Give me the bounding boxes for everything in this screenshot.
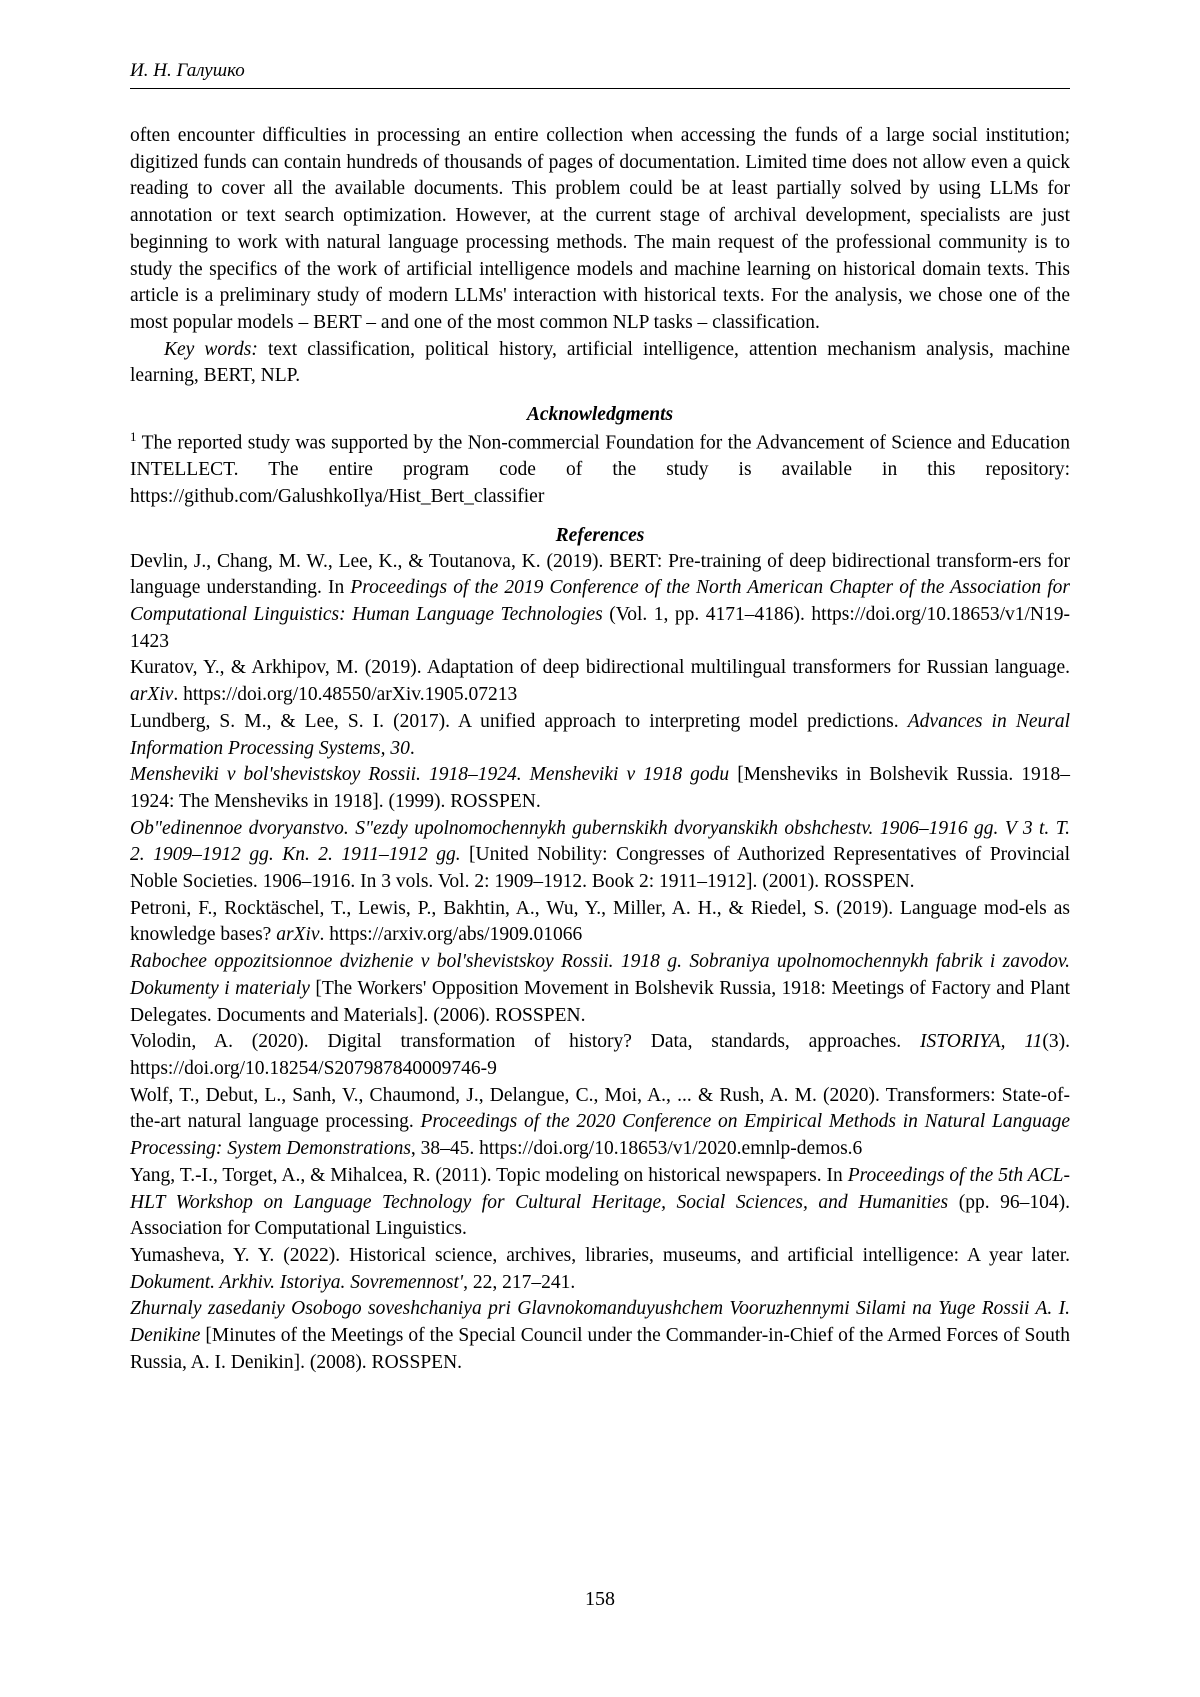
reference-item <box>130 762 1070 815</box>
reference-text: Devlin, J., Chang, M. W., Lee, K., & Toutanova, K. (2019). BERT: Pre-training of deep bidirectional transform-ers for language understanding. In <box>130 550 1070 599</box>
reference-text: [Mensheviks in Bolshevik Russia. 1918–1924: The Mensheviks in 1918]. (1999). ROSSPEN. <box>130 764 1071 812</box>
footnote-marker: 1 <box>130 429 137 445</box>
reference-text: Kuratov, Y., & Arkhipov, M. (2019). Adaptation of deep bidirectional multilingual transformers for Russian language. <box>130 657 1070 679</box>
reference-text: Wolf, T., Debut, L., Sanh, V., Chaumond, J., Delangue, C., Moi, A., ... & Rush, A. M. (2020). Transformers: State-of-the-art natural language processing. <box>130 1084 1070 1133</box>
reference-text: . https://doi.org/10.48550/arXiv.1905.07213 <box>173 684 518 706</box>
reference-title-italic: Mensheviki v bol'shevistskoy Rossii. 1918–1924. Mensheviki v 1918 godu <box>130 764 730 786</box>
reference-text: , 22, 217–241. <box>463 1271 576 1293</box>
reference-item <box>130 1296 1070 1376</box>
reference-text: Petroni, F., Rocktäschel, T., Lewis, P., Bakhtin, A., Wu, Y., Miller, A. H., & Riedel, S. (2019). Language mod-els as knowledge bases? <box>130 897 1070 946</box>
reference-text: , 38–45. https://doi.org/10.18653/v1/2020.emnlp-demos.6 <box>410 1138 863 1160</box>
running-head: И. Н. Галушко <box>130 60 245 81</box>
reference-text: Volodin, A. (2020). Digital transformation of history? Data, standards, approaches. <box>130 1031 921 1053</box>
reference-title-italic: Ob"edinennoe dvoryanstvo. S"ezdy upolnomochennykh gubernskikh dvoryanskikh obshchestv. 1906–1916 gg. V 3 t. T. 2. 1909–1912 gg. Kn. 2. 1911–1912 gg. <box>130 817 1070 866</box>
reference-text: . <box>409 737 415 759</box>
reference-item <box>130 896 1070 949</box>
header-divider <box>130 88 1070 89</box>
page-number: 158 <box>585 1588 615 1610</box>
reference-title-italic: ISTORIYA, 11 <box>920 1031 1043 1053</box>
reference-item <box>130 1243 1070 1296</box>
reference-item <box>130 816 1070 896</box>
acknowledgments-text: The reported study was supported by the Non-commercial Foundation for the Advancement of Science and Education INTELLECT. The entire program code of the study is available in this repository: https://github.com/GalushkoIlya/Hist_Bert_classifier <box>130 432 1070 507</box>
reference-item <box>130 1083 1070 1163</box>
reference-list <box>130 549 1070 1377</box>
reference-title-italic: Advances in Neural Information Processing Systems, 30 <box>130 710 1070 759</box>
reference-item <box>130 949 1070 1029</box>
reference-title-italic: Dokument. Arkhiv. Istoriya. Sovremennost' <box>130 1271 464 1293</box>
reference-text: Yumasheva, Y. Y. (2022). Historical science, archives, libraries, museums, and artificial intelligence: A year later. <box>130 1244 1070 1266</box>
reference-text: . https://arxiv.org/abs/1909.01066 <box>319 924 583 946</box>
keywords-paragraph <box>130 337 1070 390</box>
reference-title-italic: Proceedings of the 2020 Conference on Empirical Methods in Natural Language Processing: System Demonstrations <box>130 1111 1070 1160</box>
reference-text: (pp. 96–104). Association for Computational Linguistics. <box>130 1191 1071 1240</box>
reference-title-italic: Proceedings of the 5th ACL-HLT Workshop on Language Technology for Cultural Heritage, Social Sciences, and Humanities <box>130 1164 1070 1213</box>
reference-item <box>130 709 1070 762</box>
reference-item <box>130 1029 1070 1082</box>
reference-item <box>130 655 1070 708</box>
reference-text: (3). https://doi.org/10.18254/S207987840009746-9 <box>130 1031 1071 1079</box>
reference-text: Yang, T.-I., Torget, A., & Mihalcea, R. (2011). Topic modeling on historical newspapers. In <box>130 1164 848 1186</box>
reference-item <box>130 1163 1070 1243</box>
reference-title-italic: Zhurnaly zasedaniy Osobogo soveshchaniya pri Glavnokomanduyushchem Vooruzhennymi Silami na Yuge Rossii A. I. Denikine <box>130 1298 1070 1347</box>
reference-text: [Minutes of the Meetings of the Special Council under the Commander-in-Chief of the Armed Forces of South Russia, A. I. Denikin]. (2008). ROSSPEN. <box>130 1325 1070 1373</box>
reference-text: Lundberg, S. M., & Lee, S. I. (2017). A unified approach to interpreting model predictions. <box>130 710 908 732</box>
keywords-text: text classification, political history, artificial intelligence, attention mechanism analysis, machine learning, BERT, NLP. <box>130 338 1070 387</box>
reference-item <box>130 549 1070 656</box>
acknowledgments-paragraph <box>130 428 1070 511</box>
reference-title-italic: arXiv <box>276 924 320 946</box>
abstract-paragraph: often encounter difficulties in processing an entire collection when accessing the funds of a large social institution; digitized funds can contain hundreds of thousands of pages of documentation. Limited time does not allow even a quick reading to cover all the available documents. This problem could be at least partially solved by using LLMs for annotation or text search optimization. However, at the current stage of archival development, specialists are just beginning to work with natural language processing methods. The main request of the professional community is to study the specifics of the work of artificial intelligence models and machine learning on historical domain texts. This article is a preliminary study of modern LLMs' interaction with historical texts. For the analysis, we chose one of the most popular models – BERT – and one of the most common NLP tasks – classification. <box>130 125 1070 333</box>
keywords-label: Key words: <box>164 338 258 360</box>
reference-text: [The Workers' Opposition Movement in Bolshevik Russia, 1918: Meetings of Factory and Plant Delegates. Documents and Materials]. (2006). ROSSPEN. <box>130 977 1070 1026</box>
reference-title-italic: arXiv <box>130 684 174 706</box>
acknowledgments-heading: Acknowledgments <box>526 404 674 426</box>
reference-title-italic: Rabochee oppozitsionnoe dvizhenie v bol'shevistskoy Rossii. 1918 g. Sobraniya upolnomochennykh fabrik i zavodov. Dokumenty i materialy <box>130 951 1070 999</box>
references-heading: References <box>555 524 645 546</box>
reference-text: (Vol. 1, pp. 4171–4186). https://doi.org/10.18653/v1/N19-1423 <box>130 604 1070 652</box>
reference-text: [United Nobility: Congresses of Authorized Representatives of Provincial Noble Societies. 1906–1916. In 3 vols. Vol. 2: 1909–1912. Book 2: 1911–1912]. (2001). ROSSPEN. <box>130 844 1070 893</box>
reference-title-italic: Proceedings of the 2019 Conference of the North American Chapter of the Association for Computational Linguistics: Human Language Technologies <box>130 577 1070 626</box>
